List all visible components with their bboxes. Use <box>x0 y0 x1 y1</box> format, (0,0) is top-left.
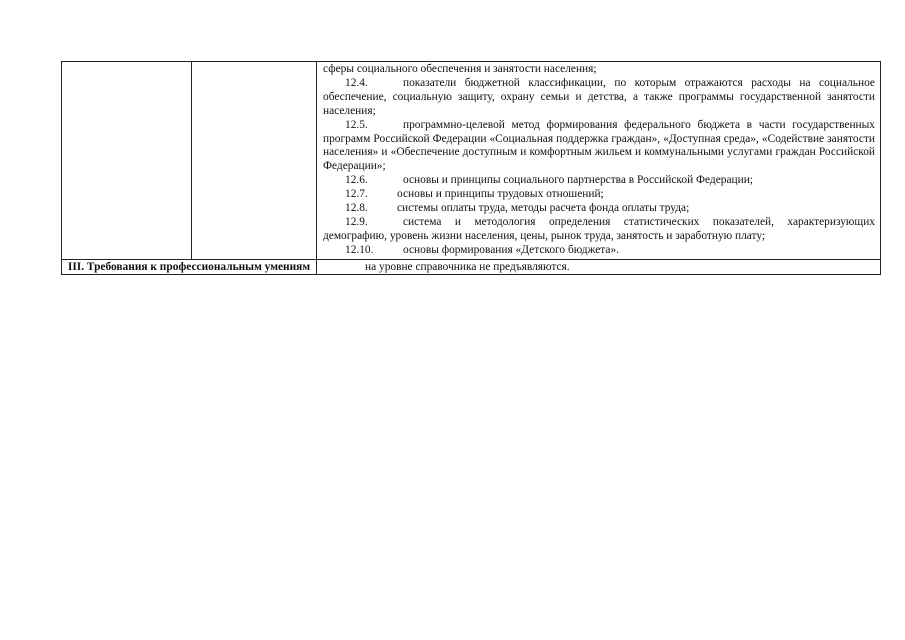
knowledge-list-cell <box>317 62 881 260</box>
section-title: III. Требования к профессиональным умениям <box>67 260 311 273</box>
list-item <box>323 77 875 119</box>
item-text: показатели бюджетной классификации, по которым отражаются расходы на социальное обеспечение, социальную защиту, охрану семьи и детства, а также программы государственной занятости населения; <box>323 76 875 117</box>
empty-cell <box>62 62 192 260</box>
list-item <box>323 174 875 188</box>
item-number: 12.9. <box>345 215 368 228</box>
item-number: 12.8. <box>345 202 368 215</box>
table-row <box>62 62 881 260</box>
item-text: основы и принципы трудовых отношений; <box>397 188 604 201</box>
list-item <box>323 244 875 258</box>
item-number: 12.4. <box>345 76 368 89</box>
table-row <box>62 259 881 275</box>
list-item <box>323 119 875 175</box>
item-number: 12.6. <box>345 174 368 187</box>
list-item <box>323 188 875 202</box>
requirements-table <box>61 61 881 275</box>
item-text: основы формирования «Детского бюджета». <box>403 243 619 256</box>
section-value-cell <box>317 259 881 275</box>
continued-line: сферы социального обеспечения и занятости населения; <box>323 63 597 75</box>
empty-cell <box>192 62 317 260</box>
item-text: основы и принципы социального партнерства в Российской Федерации; <box>403 174 753 187</box>
item-number: 12.7. <box>345 188 368 201</box>
list-item <box>323 216 875 244</box>
item-number: 12.5. <box>345 118 368 131</box>
item-number: 12.10. <box>345 243 374 256</box>
item-text: системы оплаты труда, методы расчета фонда оплаты труда; <box>397 202 690 215</box>
item-text: программно-целевой метод формирования федерального бюджета в части государственных программ Российской Федерации «Социальная поддержка граждан», «Доступная среда», «Содействие занятости населения» и «Обеспечение доступным и комфортным жильем и коммунальными услугами граждан Российской Федерации»; <box>323 118 875 173</box>
list-item <box>323 202 875 216</box>
section-title-cell <box>62 259 317 275</box>
item-text: система и методология определения статистических показателей, характеризующих демографию, уровень жизни населения, цены, рынок труда, занятость и заработную плату; <box>323 215 875 242</box>
section-value: на уровне справочника не предъявляются. <box>365 260 570 273</box>
